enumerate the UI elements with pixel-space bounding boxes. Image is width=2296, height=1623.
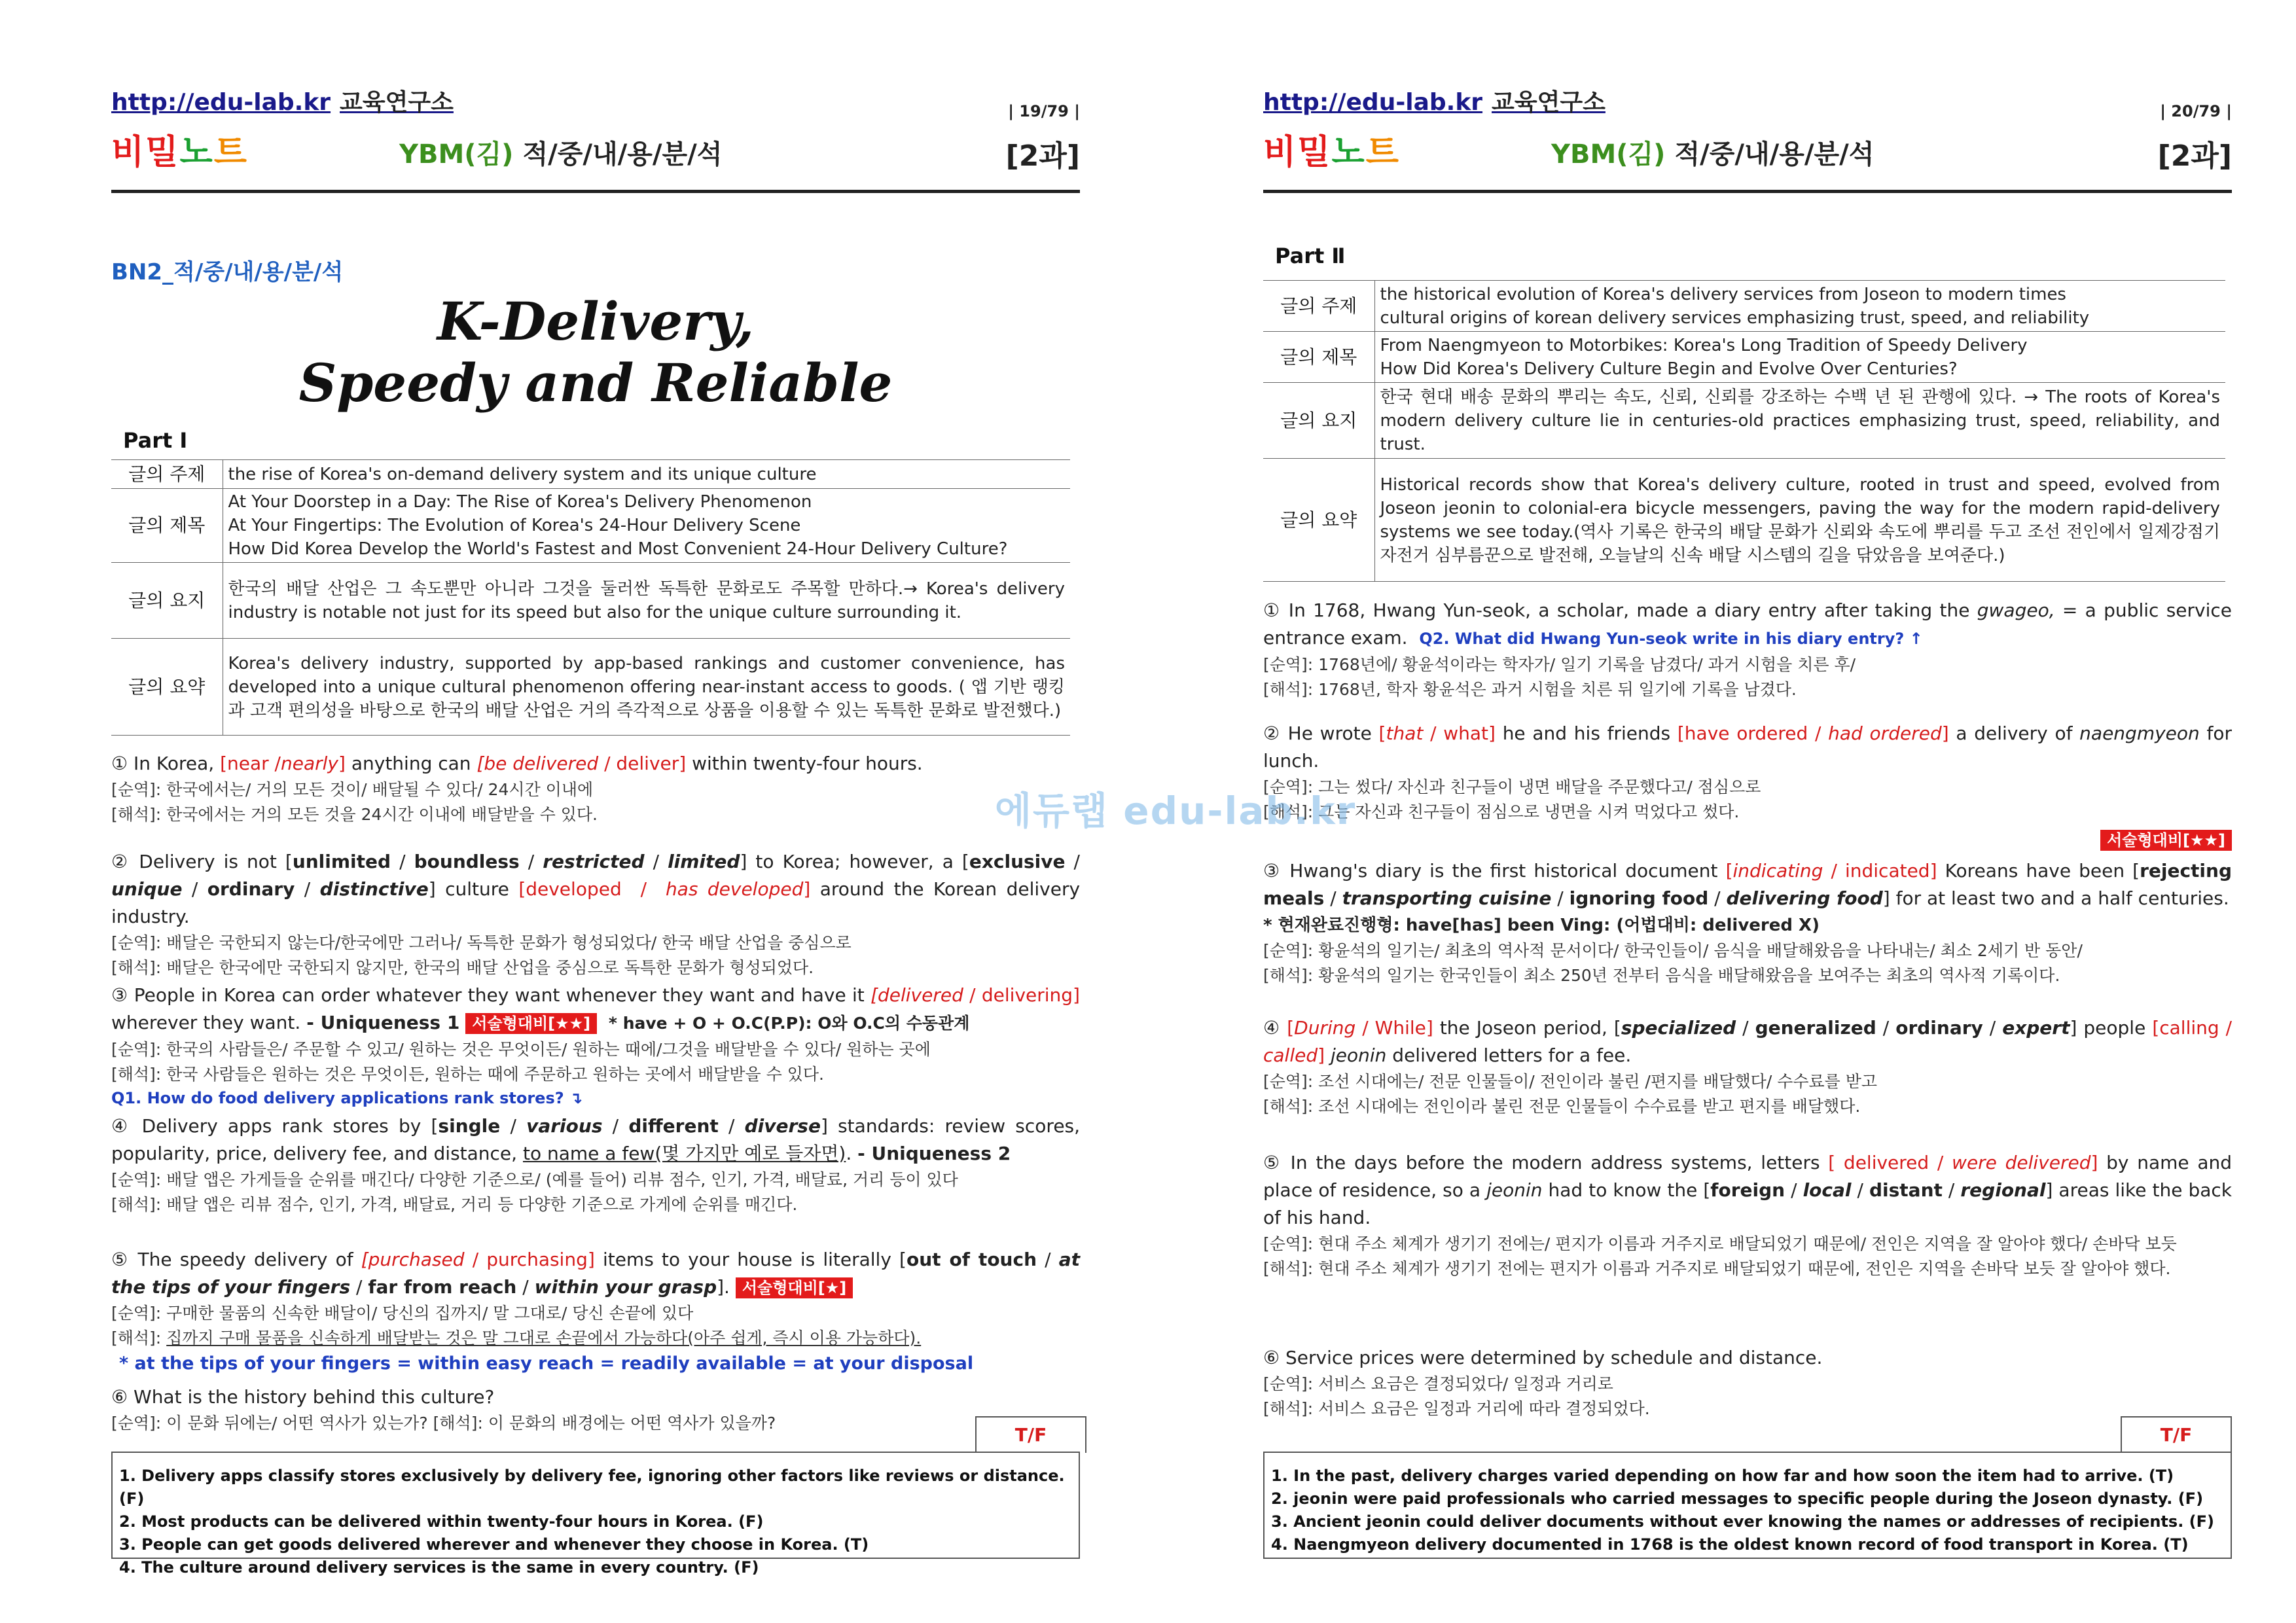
sentence-6: ⑥ Service prices were determined by schedule and distance. [순역]: 서비스 요금은 결정되었다/ 일정과 거리로 [해석]: 서비스 요금은 일정과 거리에 따라 결정되었다. [1263, 1347, 1823, 1418]
brand-logo: 비밀노트 [1263, 133, 1400, 172]
row-title: 글의 제목 From Naengmyeon to Motorbikes: Korea's Long Tradition of Speedy Delivery How Did Korea's Delivery Culture Begin and Evolve Over Centuries? [1263, 332, 2225, 383]
header-divider [111, 190, 1080, 193]
sentence-2: ② Delivery is not [unlimited / boundless / restricted / limited] to Korea; however, a [exclusive / unique / ordinary / distinctive] culture [developed / has developed] around the Korean delivery industry. [순역]: 배달은 국한되지 않는다/한국에만 그러나/ 독특한 문화가 형성되었다/ 한국 배달 산업을 중심으로 [해석]: 배달은 한국에만 국한되지 않지만, 한국의 배달 산업을 중심으로 독특한 문화가 형성되었다. [111, 851, 1081, 977]
question-2: Q2. What did Hwang Yun-seok write in his diary entry? ↑ [1419, 630, 1923, 648]
row-title: 글의 제목 At Your Doorstep in a Day: The Rise of Korea's Delivery Phenomenon At Your Fingertips: The Evolution of Korea's 24-Hour Delivery Scene How Did Korea Develop the World's Fastest and Most Convenient 24-Hour Delivery Culture? [111, 489, 1070, 563]
row-summary: 글의 요약 Korea's delivery industry, supported by app-based rankings and customer convenience, has developed into a unique cultural phenomenon offering near-instant access to goods. ( 앱 기반 랭킹과 고객 편의성을 바탕으로 한국의 배달 산업은 거의 즉각적으로 상품을 이용할 수 있는 독특한 문화로 발전했다.) [111, 639, 1070, 736]
right-page [1263, 0, 2232, 1623]
row-summary: 글의 요약 Historical records show that Korea's delivery culture, rooted in trust and speed, evolved from Joseon jeonin to colonial-era bicycle messengers, paving the way for the modern rapid-delivery systems we see today.(역사 기록은 한국의 배달 문화가 신뢰와 속도에 뿌리를 두고 조선 전인에서 일제강점기 자전거 심부름꾼으로 발전해, 오늘날의 신속 배달 시스템의 길을 닦았음을 보여준다.) [1263, 459, 2225, 582]
header-subtitle: YBM(김) 적/중/내/용/분/석 [1551, 139, 1874, 169]
sentence-5: ⑤ In the days before the modern address systems, letters [ delivered / were delivered] by name and place of residence, so a jeonin had to know the [foreign / local / distant / regional] areas like the back of his hand. [순역]: 현대 주소 체계가 생기기 전에는/ 편지가 이름과 거주지로 배달되었기 때문에/ 전인은 지역을 잘 알아야 했다/ 손바닥 보듯 [해석]: 현대 주소 체계가 생기기 전에는 편지가 이름과 거주지로 배달되었기 때문에, 전인은 지역을 손바닥 보듯 잘 알아야 했다. [1263, 1152, 2233, 1278]
header-org: 교육연구소 [340, 89, 454, 116]
essay-badge: 서술형대비[★★] [2100, 830, 2232, 851]
summary-table [111, 459, 1070, 736]
header-url[interactable]: http://edu-lab.kr 교육연구소 [1263, 89, 1605, 116]
sentence-1: ① In Korea, [near /nearly] anything can [be delivered / deliver] within twenty-four hours. [순역]: 한국에서는/ 거의 모든 것이/ 배달될 수 있다/ 24시간 이내에 [해석]: 한국에서는 거의 모든 것을 24시간 이내에 배달받을 수 있다. [111, 753, 923, 824]
tf-item: 2. jeonin were paid professionals who carried messages to specific people during the Joseon dynasty. (F) [1271, 1489, 2204, 1508]
tf-box [1263, 1452, 2232, 1559]
sentence-4: ④ [During / While] the Joseon period, [specialized / generalized / ordinary / expert] people [calling / called] jeonin delivered letters for a fee. [순역]: 조선 시대에는/ 전문 인물들이/ 전인이라 불린 /편지를 배달했다/ 수수료를 받고 [해석]: 조선 시대에는 전인이라 불린 전문 인물들이 수수료를 받고 편지를 배달했다. [1263, 1017, 2233, 1116]
row-topic: 글의 주제 the rise of Korea's on-demand delivery system and its unique culture [111, 460, 1070, 489]
question-1: Q1. How do food delivery applications rank stores? ↴ [111, 1089, 583, 1107]
tf-item: 4. Naengmyeon delivery documented in 1768 is the oldest known record of food transport in Korea. (T) [1271, 1535, 2189, 1554]
lesson-label: [2과] [2157, 139, 2232, 173]
section-tag: BN2_적/중/내/용/분/석 [111, 259, 344, 285]
tf-label: T/F [2121, 1416, 2232, 1453]
sentence-3: ③ People in Korea can order whatever they want whenever they want and have it [delivered / delivering] wherever they want. - Uniqueness 1 서술형대비[★★] * have + O + O.C(P.P): O와 O.C의 수동관계 [순역]: 한국의 사람들은/ 주문할 수 있고/ 원하는 것은 무엇이든/ 원하는 때에/그것을 배달받을 수 있다/ 원하는 곳에 [해석]: 한국 사람들은 원하는 것은 무엇이든, 원하는 때에 주문하고 원하는 곳에서 배달받을 수 있다. Q1. How do food delivery applications rank stores? ↴ [111, 982, 1080, 1109]
tf-label: T/F [975, 1416, 1086, 1453]
brand-logo: 비밀노트 [111, 133, 248, 172]
header-subtitle: YBM(김) 적/중/내/용/분/석 [399, 139, 723, 169]
page-title: K-Delivery, Speedy and Reliable [298, 291, 893, 414]
sentence-4: ④ Delivery apps rank stores by [single / various / different / diverse] standards: review scores, popularity, price, delivery fee, and distance, to name a few(몇 가지만 예로 들자면). - Uniqueness 2 [순역]: 배달 앱은 가게들을 순위를 매긴다/ 다양한 기준으로/ (예를 들어) 리뷰 점수, 인기, 가격, 배달료, 거리 등이 있다 [해석]: 배달 앱은 리뷰 점수, 인기, 가격, 배달료, 거리 등 다양한 기준으로 가게에 순위를 매긴다. [111, 1115, 1081, 1214]
row-gist: 글의 요지 한국 현대 배송 문화의 뿌리는 속도, 신뢰, 신뢰를 강조하는 수백 년 된 관행에 있다. → The roots of Korea's modern delivery culture lie in centuries-old practices emphasizing trust, speed, reliability, and trust. [1263, 383, 2225, 459]
left-page [111, 0, 1080, 1623]
summary-table [1263, 280, 2225, 582]
sentence-3: ③ Hwang's diary is the first historical document [indicating / indicated] Koreans have been [rejecting meals / transporting cuisine / ignoring food / delivering food] for at least two and a half centuries. * 현재완료진행형: have[has] been Ving: (어법대비: delivered X) [순역]: 황윤석의 일기는/ 최초의 역사적 문서이다/ 한국인들이/ 음식을 배달해왔음을 나타내는/ 최소 2세기 반 동안/ [해석]: 황윤석의 일기는 한국인들이 최소 250년 전부터 음식을 배달해왔음을 보여주는 최초의 역사적 기록이다. [1263, 860, 2233, 985]
essay-badge: 서술형대비[★★] [465, 1013, 597, 1034]
header-url[interactable]: http://edu-lab.kr 교육연구소 [111, 89, 454, 116]
header-org: 교육연구소 [1492, 89, 1605, 116]
tf-box [111, 1452, 1080, 1577]
header-divider [1263, 190, 2232, 193]
tf-item: 3. People can get goods delivered wherever and whenever they choose in Korea. (T) [119, 1535, 869, 1554]
tf-item: 2. Most products can be delivered within twenty-four hours in Korea. (F) [119, 1512, 764, 1531]
synonym-note: * at the tips of your fingers = within easy reach = readily available = at your disposal [119, 1353, 974, 1374]
sentence-1: ① In 1768, Hwang Yun-seok, a scholar, made a diary entry after taking the gwageo, = a public service entrance exam. Q2. What did Hwang Yun-seok write in his diary entry? ↑ [순역]: 1768년에/ 황윤석이라는 학자가/ 일기 기록을 남겼다/ 과거 시험을 치른 후/ [해석]: 1768년, 학자 황윤석은 과거 시험을 치른 뒤 일기에 기록을 남겼다. [1263, 599, 2232, 699]
part-label: Part Ⅱ [1275, 243, 1346, 268]
tf-item: 1. In the past, delivery charges varied depending on how far and how soon the item had to arrive. (T) [1271, 1467, 2174, 1485]
part-label: Part Ⅰ [123, 428, 188, 453]
essay-badge: 서술형대비[★] [736, 1277, 853, 1298]
sentence-2: ② He wrote [that / what] he and his friends [have ordered / had ordered] a delivery of naengmyeon for lunch. [순역]: 그는 썼다/ 자신과 친구들이 냉면 배달을 주문했다고/ 점심으로 [해석]: 그는 자신과 친구들이 점심으로 냉면을 시켜 먹었다고 썼다. [1263, 722, 2233, 821]
tf-item: 4. The culture around delivery services is the same in every country. (F) [119, 1558, 759, 1577]
watermark: 에듀랩 edu-lab.kr [995, 789, 1357, 833]
tf-item: 3. Ancient jeonin could deliver documents without ever knowing the names or addresses of recipients. (F) [1271, 1512, 2214, 1531]
sentence-5: ⑤ The speedy delivery of [purchased / purchasing] items to your house is literally [out of touch / at the tips of your fingers / far from reach / within your grasp]. 서술형대비[★] [순역]: 구매한 물품의 신속한 배달이/ 당신의 집까지/ 말 그대로/ 당신 손끝에 있다 [해석]: 집까지 구매 물품을 신속하게 배달받는 것은 말 그대로 손끝에서 가능하다(아주 쉽게, 즉시 이용 가능하다). * at the tips of your fingers = within easy reach = readily available = at your disposal [111, 1246, 1080, 1377]
lesson-label: [2과] [1005, 139, 1080, 173]
grammar-note: * 현재완료진행형: have[has] been Ving: (어법대비: delivered X) [1263, 916, 1820, 935]
sentence-6: ⑥ What is the history behind this culture? [순역]: 이 문화 뒤에는/ 어떤 역사가 있는가? [해석]: 이 문화의 배경에는 어떤 역사가 있을까? [111, 1386, 776, 1433]
row-gist: 글의 요지 한국의 배달 산업은 그 속도뿐만 아니라 그것을 둘러싼 독특한 문화로도 주목할 만하다.→ Korea's delivery industry is notable not just for its speed but also for the unique culture surrounding it. [111, 563, 1070, 639]
page-number: | 19/79 | [1008, 102, 1080, 120]
tf-item: 1. Delivery apps classify stores exclusively by delivery fee, ignoring other factors like reviews or distance. (F) [119, 1467, 1065, 1508]
page-number: | 20/79 | [2160, 102, 2232, 120]
row-topic: 글의 주제 the historical evolution of Korea's delivery services from Joseon to modern times cultural origins of korean delivery services emphasizing trust, speed, and reliability [1263, 281, 2225, 332]
